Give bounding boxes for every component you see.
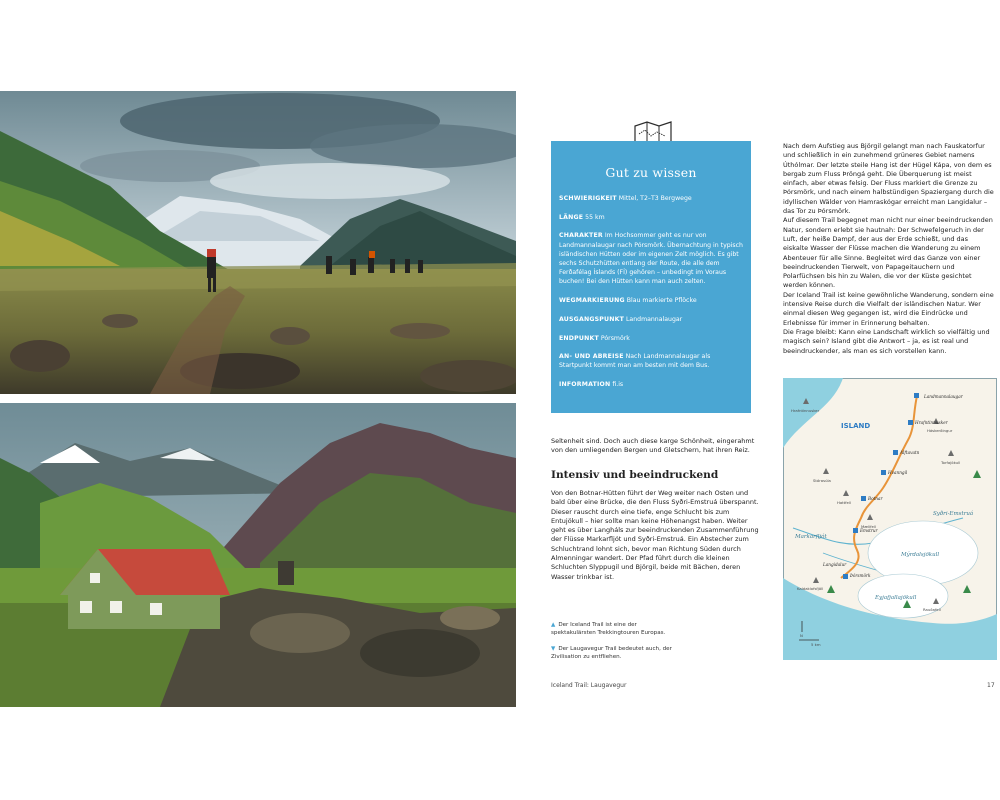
info-box (551, 141, 751, 413)
camera-icon: ▼ (551, 646, 556, 652)
peak-label: Háskerðingur (927, 428, 953, 433)
info-entry-text: Mittel, T2–T3 Bergwege (616, 195, 692, 202)
map-hut-label: Botnar (868, 496, 883, 501)
info-entry-information (559, 380, 743, 389)
info-entry-text: Landmannalaugar (624, 315, 683, 323)
info-box-title: Gut zu wissen (605, 165, 697, 180)
body-paragraph (551, 489, 763, 582)
hut-marker (881, 470, 886, 475)
scale-label: 5 km (811, 642, 821, 647)
info-entry-label: AN- UND ABREISE (559, 353, 624, 361)
trail-map (783, 378, 997, 660)
river-label: Markarfljót (795, 534, 827, 540)
caption-top-photo (551, 621, 676, 637)
peak-label: Kaldaklofsfjöll (797, 586, 824, 591)
caption-text: Der Iceland Trail ist eine der spektakulärsten Trekkingtouren Europas. (551, 622, 666, 636)
section-heading: Intensiv und beeindruckend (551, 469, 719, 481)
hut-marker (853, 528, 858, 533)
right-paragraph-3: Der Iceland Trail ist keine gewöhnliche Wanderung, sondern eine intensive Reise durch die Vielfalt der isländischen Natur. Wer einmal diesen Weg gegangen ist, wird die Eindrücke und Erlebnisse für immer in Erinnerung behalten. (783, 290, 994, 327)
map-hut-label: Langidalur (823, 562, 847, 567)
info-entry-label: AUSGANGSPUNKT (559, 315, 625, 323)
hut-marker (914, 393, 919, 398)
hut-marker (861, 496, 866, 501)
info-entry-label: CHARAKTER (559, 232, 603, 240)
map-hut-label: Hrafntinnusker (915, 420, 948, 425)
info-entry-text: fi.is (610, 381, 624, 389)
hut-marker (908, 420, 913, 425)
peak-label: Torfajökull (941, 460, 961, 465)
map-country-label: ISLAND (841, 422, 871, 430)
caption-text: Der Laugavegur Trail bedeutet auch, der Zivilisation zu entfliehen. (551, 646, 672, 660)
info-entry-text: Nach Landmannalaugar als Startpunkt kommt man am besten mit dem Bus. (559, 353, 711, 370)
glacier-label: Eyjafjallajökull (875, 595, 917, 601)
right-paragraph-4: Die Frage bleibt: Kann eine Landschaft wirklich so vielfältig und magisch sein? Island gibt die Antwort – ja, es ist real und beeindruckender, als man es sich vorstellen kann. (783, 327, 990, 355)
north-label: N (800, 633, 803, 638)
camera-icon: ▲ (551, 622, 556, 628)
hut-marker (843, 574, 848, 579)
right-paragraph-1: Nach dem Aufstieg aus Björgil gelangt man nach Fauskatorfur und schließlich in ein zunehmend grüneres Gebiet namens Úthólmar. Der letzte steile Hang ist der Hügel Kápa, von dem es bergab zum Fluss Þröngá geht. Die Überquerung ist meist einfach, aber etwas felsig. Der Fluss markiert die Grenze zu Þórsmörk, und nach einem halbstündigen Spaziergang durch die idyllischen Wälder von Hamraskógar erreicht man Langidalur – das Tor zu Þórsmörk. (783, 142, 994, 216)
info-entries (559, 194, 743, 389)
page-number: 17 (987, 682, 995, 689)
river-label: Syðri-Emstruá (933, 511, 974, 517)
caption-bottom-photo (551, 645, 676, 661)
right-column-text (783, 142, 995, 356)
map-hut-label: Landmannalaugar (924, 394, 963, 399)
info-entry-anreise (559, 352, 743, 370)
map-hut-label: Þórsmörk (850, 573, 871, 578)
info-entry-label: LÄNGE (559, 213, 584, 221)
peak-label: Hattfell (837, 500, 851, 505)
hut-marker (893, 450, 898, 455)
info-entry-label: SCHWIERIGKEIT (559, 195, 617, 202)
info-entry-text: Im Hochsommer geht es nur von Landmannalaugar nach Pórsmörk. Übernachtung in typisch isländischen Hütten oder im eigenen Zelt möglich. Es gibt sechs Schutzhütten entlang der Route, die alle dem Ferðafélag Íslands (FÍ) gehören – unbedingt im Voraus buchen! Bei den Hütten kann man auch zelten. (559, 232, 743, 286)
map-hut-label: Álftavatn (900, 450, 920, 455)
info-entry-charakter (559, 231, 743, 286)
info-entry-wegmarkierung (559, 296, 743, 305)
photo-hikers-landscape (0, 91, 516, 394)
map-hut-label: Emstrur (860, 528, 878, 533)
intro-paragraph (551, 437, 763, 456)
body-text: Von den Botnar-Hütten führt der Weg weiter nach Osten und bald über eine Brücke, die den Fluss Syðri-Emstruá überspannt. Dieser rauscht durch eine tiefe, enge Schlucht bis zum Entujökull – hier sollte man keine Höhenangst haben. Weiter geht es über Langháls zur beeindruckenden Zusammenführung der Flüsse Markarfljót und Syðri-Emstruá. Ein Abstecher zum Schluchtrand lohnt sich, bevor man Richtung Süden durch Almenningar wandert. Der Pfad führt durch die kleinen Schluchten Slyppugil und Björgil, beide mit Bächen, deren Wasser trinkbar ist. (551, 489, 759, 581)
intro-text: Seltenheit sind. Doch auch diese karge Schönheit, eingerahmt von den umliegenden Bergen und Gletschern, hat ihren Reiz. (551, 437, 755, 455)
map-hut-label: Hvanngil (888, 470, 908, 475)
photo-red-hut (0, 403, 516, 707)
peak-label: Rauðafell (923, 607, 941, 612)
peak-label: Stórasúla (813, 478, 831, 483)
info-entry-label: INFORMATION (559, 381, 611, 389)
glacier-label: Mýrdalsjökull (901, 552, 940, 558)
info-entry-label: ENDPUNKT (559, 334, 599, 342)
right-paragraph-2: Auf diesem Trail begegnet man nicht nur einer beeindruckenden Natur, sondern erlebt sie hautnah: Der Schwefelgeruch in der Luft, der heiße Dampf, der aus der Erde schießt, und das eiskalte Wasser der Flüsse machen die Wanderung zu einem Abenteuer für alle Sinne. Begleitet wird das Ganze von einer beeindruckenden Tierwelt, von Papageitauchern und Polarfüchsen bis hin zu Walen, die vor der Küste gesichtet werden können. (783, 216, 993, 290)
info-entry-label: WEGMARKIERUNG (559, 297, 625, 305)
info-entry-text: 55 km (583, 213, 605, 221)
info-entry-text: Pórsmörk (598, 334, 630, 342)
peak-label: Hrafntinnusker (791, 408, 820, 413)
info-entry-schwierigkeit (559, 194, 743, 203)
running-footer: Iceland Trail: Laugavegur (551, 682, 627, 689)
info-entry-text: Blau markierte Pflöcke (624, 297, 697, 305)
peak-label: Mælifell (861, 524, 876, 529)
info-entry-ausgangspunkt (559, 315, 743, 324)
info-entry-laenge (559, 213, 743, 222)
info-entry-endpunkt (559, 334, 743, 343)
